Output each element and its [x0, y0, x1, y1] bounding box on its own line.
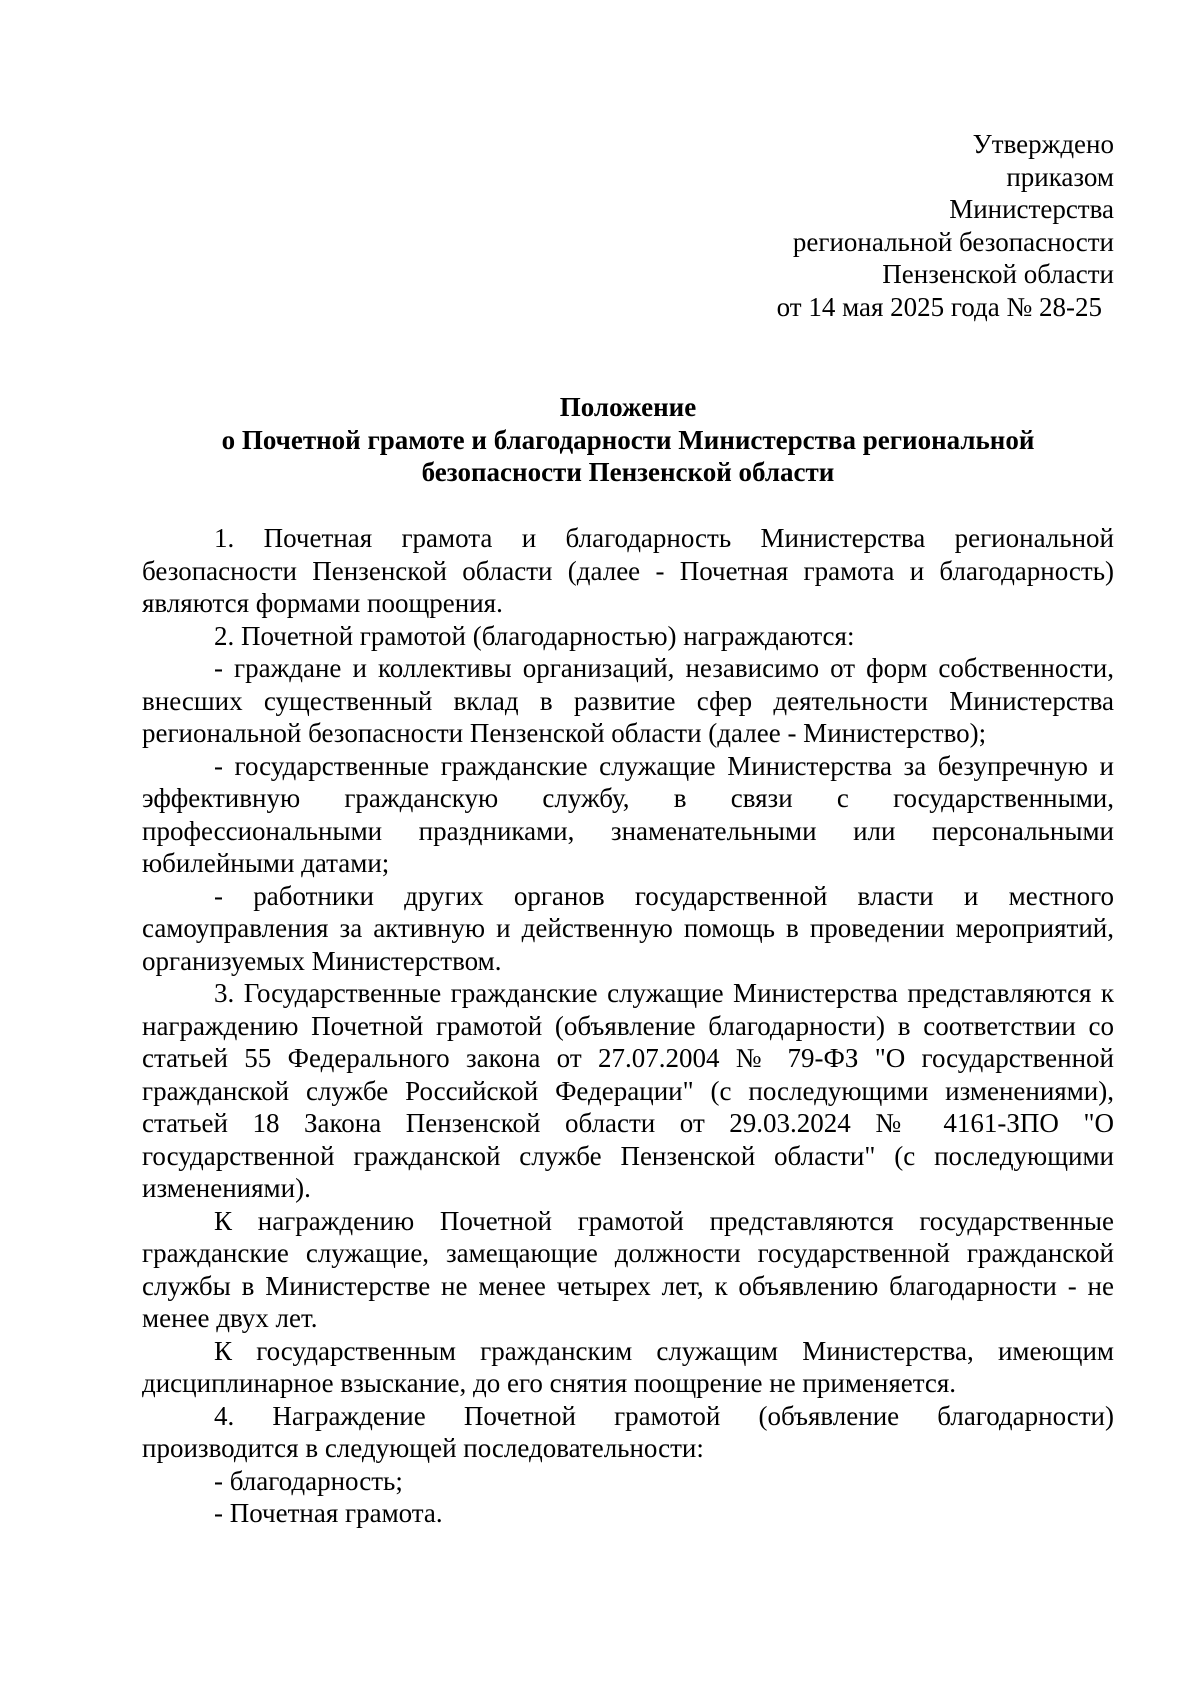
- paragraph: 2. Почетной грамотой (благодарностью) награждаются:: [214, 620, 855, 651]
- list-item: - Почетная грамота.: [214, 1498, 443, 1528]
- list-item: - граждане и коллективы организаций, независимо от форм собственности, внесших существенный вклад в развитие сфер деятельности Министерства региональной безопасности Пензенской области (далее - Министерство);: [142, 653, 1114, 748]
- list-item: - государственные гражданские служащие Министерства за безупречную и эффективную гражданскую службу, в связи с государственными, профессиональными праздниками, знаменательными или персональными юбилейными датами;: [142, 750, 1114, 878]
- approval-line: приказом: [1006, 161, 1114, 192]
- approval-stamp-block: [777, 128, 1114, 323]
- document-body: [142, 522, 1114, 1530]
- approval-line: Пензенской области: [882, 259, 1114, 289]
- list-item: - работники других органов государственной власти и местного самоуправления за активную и действенную помощь в проведении мероприятий, организуемых Министерством.: [142, 880, 1114, 976]
- paragraph: 4. Награждение Почетной грамотой (объявление благодарности) производится в следующей последовательности:: [142, 1400, 1114, 1463]
- title-line: о Почетной грамоте и благодарности Министерства региональной: [221, 424, 1035, 455]
- title-line: Положение: [559, 392, 697, 422]
- paragraph: К награждению Почетной грамотой представляются государственные гражданские служащие, замещающие должности государственной гражданской службы в Министерстве не менее четырех лет, к объявлению благодарности - не менее двух лет.: [142, 1205, 1114, 1333]
- document-title: [142, 391, 1114, 489]
- approval-order-number: от 14 мая 2025 года № 28-25: [776, 291, 1102, 322]
- approval-line: Утверждено: [972, 129, 1114, 159]
- list-item: - благодарность;: [214, 1465, 403, 1496]
- paragraph: К государственным гражданским служащим Министерства, имеющим дисциплинарное взыскание, до его снятия поощрение не применяется.: [142, 1335, 1114, 1398]
- approval-line: Министерства: [949, 194, 1114, 224]
- paragraph: 1. Почетная грамота и благодарность Министерства региональной безопасности Пензенской области (далее - Почетная грамота и благодарность) являются формами поощрения.: [142, 523, 1114, 618]
- title-line: безопасности Пензенской области: [421, 457, 835, 487]
- paragraph: 3. Государственные гражданские служащие Министерства представляются к награждению Почетной грамотой (объявление благодарности) в соответствии со статьей 55 Федерального закона от 27.07.2004 № 79-ФЗ "О государственной гражданской службе Российской Федерации" (с последующими изменениями), статьей 18 Закона Пензенской области от 29.03.2024 № 4161-ЗПО "О государственной гражданской службе Пензенской области" (с последующими изменениями).: [142, 978, 1114, 1203]
- approval-line: региональной безопасности: [792, 226, 1114, 257]
